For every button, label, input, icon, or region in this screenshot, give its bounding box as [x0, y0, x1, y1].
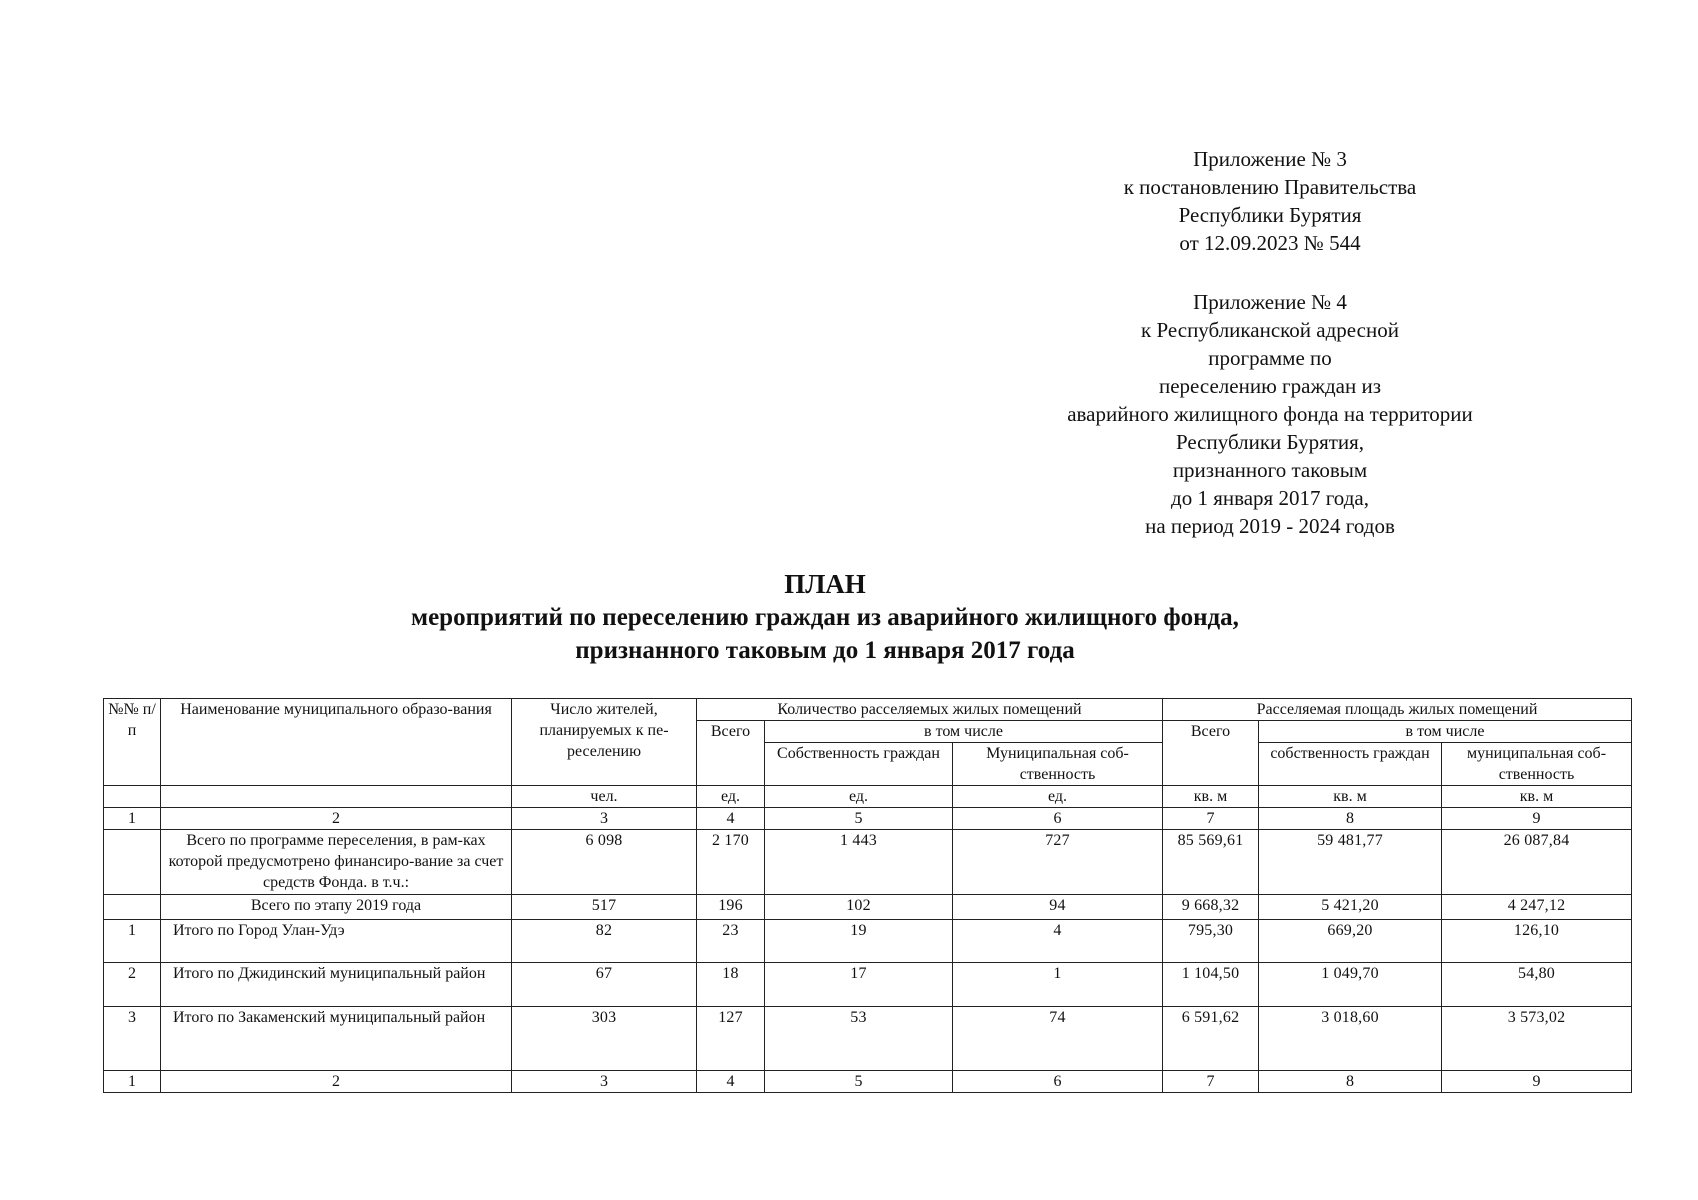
unit-cell: кв. м	[1442, 786, 1632, 808]
row-name: Всего по этапу 2019 года	[161, 895, 512, 920]
row-num: 1	[104, 920, 161, 963]
row-rooms-citizens: 19	[765, 920, 953, 963]
annex-4-line: Республики Бурятия,	[1175, 430, 1365, 454]
row-area-municipal: 54,80	[1442, 963, 1632, 1007]
row-num: 2	[104, 963, 161, 1007]
column-number: 8	[1259, 1071, 1442, 1093]
row-name: Всего по программе переселения, в рам-ках которой предусмотрено финансиро-вание за счет средств Фонда. в т.ч.:	[161, 830, 512, 895]
row-area-citizens: 3 018,60	[1259, 1007, 1442, 1071]
annex-4-line: признанного таковым	[1172, 458, 1368, 482]
column-number: 3	[512, 808, 697, 830]
column-number: 2	[161, 808, 512, 830]
row-area-total: 9 668,32	[1163, 895, 1259, 920]
document-title: ПЛАН	[784, 569, 866, 599]
row-area-total: 6 591,62	[1163, 1007, 1259, 1071]
column-number: 8	[1259, 808, 1442, 830]
annex-3-header	[1020, 145, 1520, 257]
row-num	[104, 830, 161, 895]
header-rooms-group: Количество расселяемых жилых помещений	[697, 699, 1163, 721]
row-rooms-citizens: 1 443	[765, 830, 953, 895]
column-number: 3	[512, 1071, 697, 1093]
document-subtitle-line-2: признанного таковым до 1 января 2017 года	[575, 637, 1075, 664]
column-number: 4	[697, 1071, 765, 1093]
column-number: 7	[1163, 1071, 1259, 1093]
resettlement-plan-table	[103, 698, 1632, 1093]
unit-cell: чел.	[512, 786, 697, 808]
header-rooms-including: в том числе	[765, 721, 1163, 743]
header-rooms-total: Всего	[697, 721, 765, 786]
table-row-ulan-ude	[104, 920, 1632, 963]
unit-cell: кв. м	[1163, 786, 1259, 808]
column-number: 2	[161, 1071, 512, 1093]
column-number: 5	[765, 1071, 953, 1093]
table-row-stage-2019	[104, 895, 1632, 920]
row-area-municipal: 3 573,02	[1442, 1007, 1632, 1071]
row-rooms-municipal: 74	[953, 1007, 1163, 1071]
header-area-including: в том числе	[1259, 721, 1632, 743]
header-area-municipal: муниципальная соб-ственность	[1442, 743, 1632, 786]
units-row	[104, 786, 1632, 808]
row-rooms-municipal: 1	[953, 963, 1163, 1007]
row-rooms-total: 23	[697, 920, 765, 963]
annex-3-line: Приложение № 3	[1193, 147, 1347, 171]
column-number: 6	[953, 808, 1163, 830]
row-rooms-total: 127	[697, 1007, 765, 1071]
annex-4-line: до 1 января 2017 года,	[1171, 486, 1369, 510]
annex-4-line: Приложение № 4	[1193, 290, 1347, 314]
column-number: 9	[1442, 1071, 1632, 1093]
table-row-program-total	[104, 830, 1632, 895]
column-number: 7	[1163, 808, 1259, 830]
header-residents: Число жителей, планируемых к пе-реселению	[512, 699, 697, 786]
row-residents: 6 098	[512, 830, 697, 895]
row-num	[104, 895, 161, 920]
row-residents: 517	[512, 895, 697, 920]
row-rooms-citizens: 102	[765, 895, 953, 920]
annex-4-line: на период 2019 - 2024 годов	[1145, 514, 1395, 538]
row-residents: 303	[512, 1007, 697, 1071]
header-area-group: Расселяемая площадь жилых помещений	[1163, 699, 1632, 721]
row-area-citizens: 59 481,77	[1259, 830, 1442, 895]
header-rooms-citizens: Собственность граждан	[765, 743, 953, 786]
header-num: №№ п/п	[104, 699, 161, 786]
annex-3-line: к постановлению Правительства	[1123, 175, 1417, 199]
table-row-zakamensky	[104, 1007, 1632, 1071]
header-area-total: Всего	[1163, 721, 1259, 786]
table-row-dzhidinsky	[104, 963, 1632, 1007]
row-area-total: 85 569,61	[1163, 830, 1259, 895]
unit-cell: ед.	[953, 786, 1163, 808]
document-subtitle-line-1: мероприятий по переселению граждан из аварийного жилищного фонда,	[411, 604, 1239, 631]
row-area-citizens: 5 421,20	[1259, 895, 1442, 920]
row-rooms-total: 2 170	[697, 830, 765, 895]
row-rooms-total: 18	[697, 963, 765, 1007]
header-rooms-municipal: Муниципальная соб-ственность	[953, 743, 1163, 786]
row-rooms-municipal: 4	[953, 920, 1163, 963]
column-number: 1	[104, 808, 161, 830]
row-name: Итого по Закаменский муниципальный район	[161, 1007, 512, 1071]
unit-cell: кв. м	[1259, 786, 1442, 808]
column-number: 1	[104, 1071, 161, 1093]
row-residents: 82	[512, 920, 697, 963]
document-title-block	[100, 568, 1550, 667]
row-rooms-municipal: 94	[953, 895, 1163, 920]
unit-cell: ед.	[765, 786, 953, 808]
row-area-municipal: 126,10	[1442, 920, 1632, 963]
annex-4-line: переселению граждан из	[1159, 374, 1381, 398]
header-municipality-name: Наименование муниципального образо-вания	[161, 699, 512, 786]
column-number: 6	[953, 1071, 1163, 1093]
row-area-total: 795,30	[1163, 920, 1259, 963]
column-number: 9	[1442, 808, 1632, 830]
row-area-citizens: 669,20	[1259, 920, 1442, 963]
row-rooms-citizens: 53	[765, 1007, 953, 1071]
column-number: 5	[765, 808, 953, 830]
row-area-municipal: 4 247,12	[1442, 895, 1632, 920]
row-rooms-citizens: 17	[765, 963, 953, 1007]
column-number: 4	[697, 808, 765, 830]
annex-4-header	[990, 288, 1550, 540]
annex-3-line: от 12.09.2023 № 544	[1179, 231, 1361, 255]
row-area-municipal: 26 087,84	[1442, 830, 1632, 895]
row-name: Итого по Джидинский муниципальный район	[161, 963, 512, 1007]
row-name: Итого по Город Улан-Удэ	[161, 920, 512, 963]
row-residents: 67	[512, 963, 697, 1007]
column-numbers-row-repeat	[104, 1071, 1632, 1093]
annex-4-line: к Республиканской адресной	[1141, 318, 1399, 342]
unit-cell: ед.	[697, 786, 765, 808]
row-rooms-total: 196	[697, 895, 765, 920]
unit-cell-empty	[104, 786, 161, 808]
header-area-citizens: собственность граждан	[1259, 743, 1442, 786]
annex-4-line: аварийного жилищного фонда на территории	[1067, 402, 1473, 426]
row-area-citizens: 1 049,70	[1259, 963, 1442, 1007]
column-numbers-row	[104, 808, 1632, 830]
annex-4-line: программе по	[1208, 346, 1332, 370]
annex-3-line: Республики Бурятия	[1178, 203, 1362, 227]
row-area-total: 1 104,50	[1163, 963, 1259, 1007]
row-num: 3	[104, 1007, 161, 1071]
header-row-1	[104, 699, 1632, 721]
unit-cell-empty	[161, 786, 512, 808]
row-rooms-municipal: 727	[953, 830, 1163, 895]
